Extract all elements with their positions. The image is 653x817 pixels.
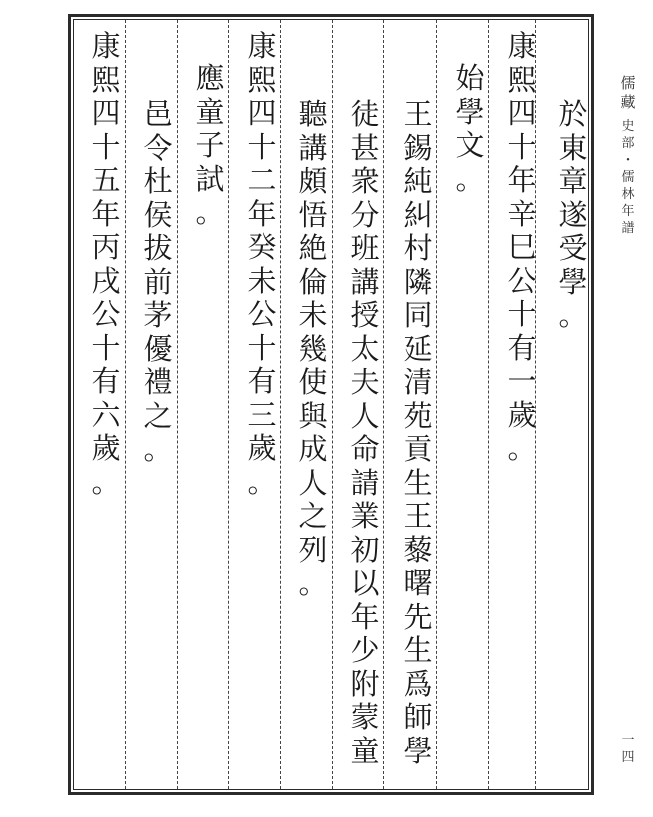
text-column-1 <box>556 98 590 333</box>
text-column-5 <box>348 98 382 768</box>
column-rule <box>488 20 489 789</box>
column-rule <box>125 20 126 789</box>
column-rule <box>280 20 281 789</box>
column-text: 應 童 子 試 。 <box>195 61 225 229</box>
column-text: 邑 令 杜 侯 拔 前 茅 優 禮 之 。 <box>143 97 173 466</box>
text-column-4 <box>401 98 435 768</box>
page-number: 一 四 <box>621 733 635 765</box>
column-text: 王 錫 純 糾 村 隣 同 延 清 苑 貢 生 王 藜 曙 先 生 爲 師 學 <box>403 97 433 768</box>
text-column-3 <box>453 62 487 196</box>
column-rule <box>177 20 178 789</box>
text-column-8 <box>193 62 227 230</box>
column-text: 康 熙 四 十 二 年 癸 未 公 十 有 三 歲 。 <box>247 29 277 499</box>
column-text: 康 熙 四 十 五 年 丙 戌 公 十 有 六 歲 。 <box>91 29 121 499</box>
text-column-9 <box>141 98 175 467</box>
column-rule <box>228 20 229 789</box>
text-column-7 <box>245 30 279 499</box>
column-rule <box>383 20 384 789</box>
column-text: 於 東 章 遂 受 學 。 <box>558 97 588 332</box>
column-text: 聽 講 頗 悟 絶 倫 未 幾 使 與 成 人 之 列 。 <box>298 97 328 600</box>
column-rule <box>332 20 333 789</box>
side-title: 儒 藏 <box>620 74 636 111</box>
text-column-10 <box>89 30 123 499</box>
column-text: 始 學 文 。 <box>455 61 485 196</box>
column-rule <box>436 20 437 789</box>
column-text: 康 熙 四 十 年 辛 巳 公 十 有 一 歲 。 <box>507 29 537 465</box>
text-column-6 <box>296 98 330 601</box>
text-column-2 <box>505 30 539 466</box>
side-subtitle: 史 部 ・ 儒 林 年 譜 <box>621 119 635 236</box>
column-text: 徒 甚 衆 分 班 講 授 太 夫 人 命 請 業 初 以 年 少 附 蒙 童 <box>350 97 380 768</box>
